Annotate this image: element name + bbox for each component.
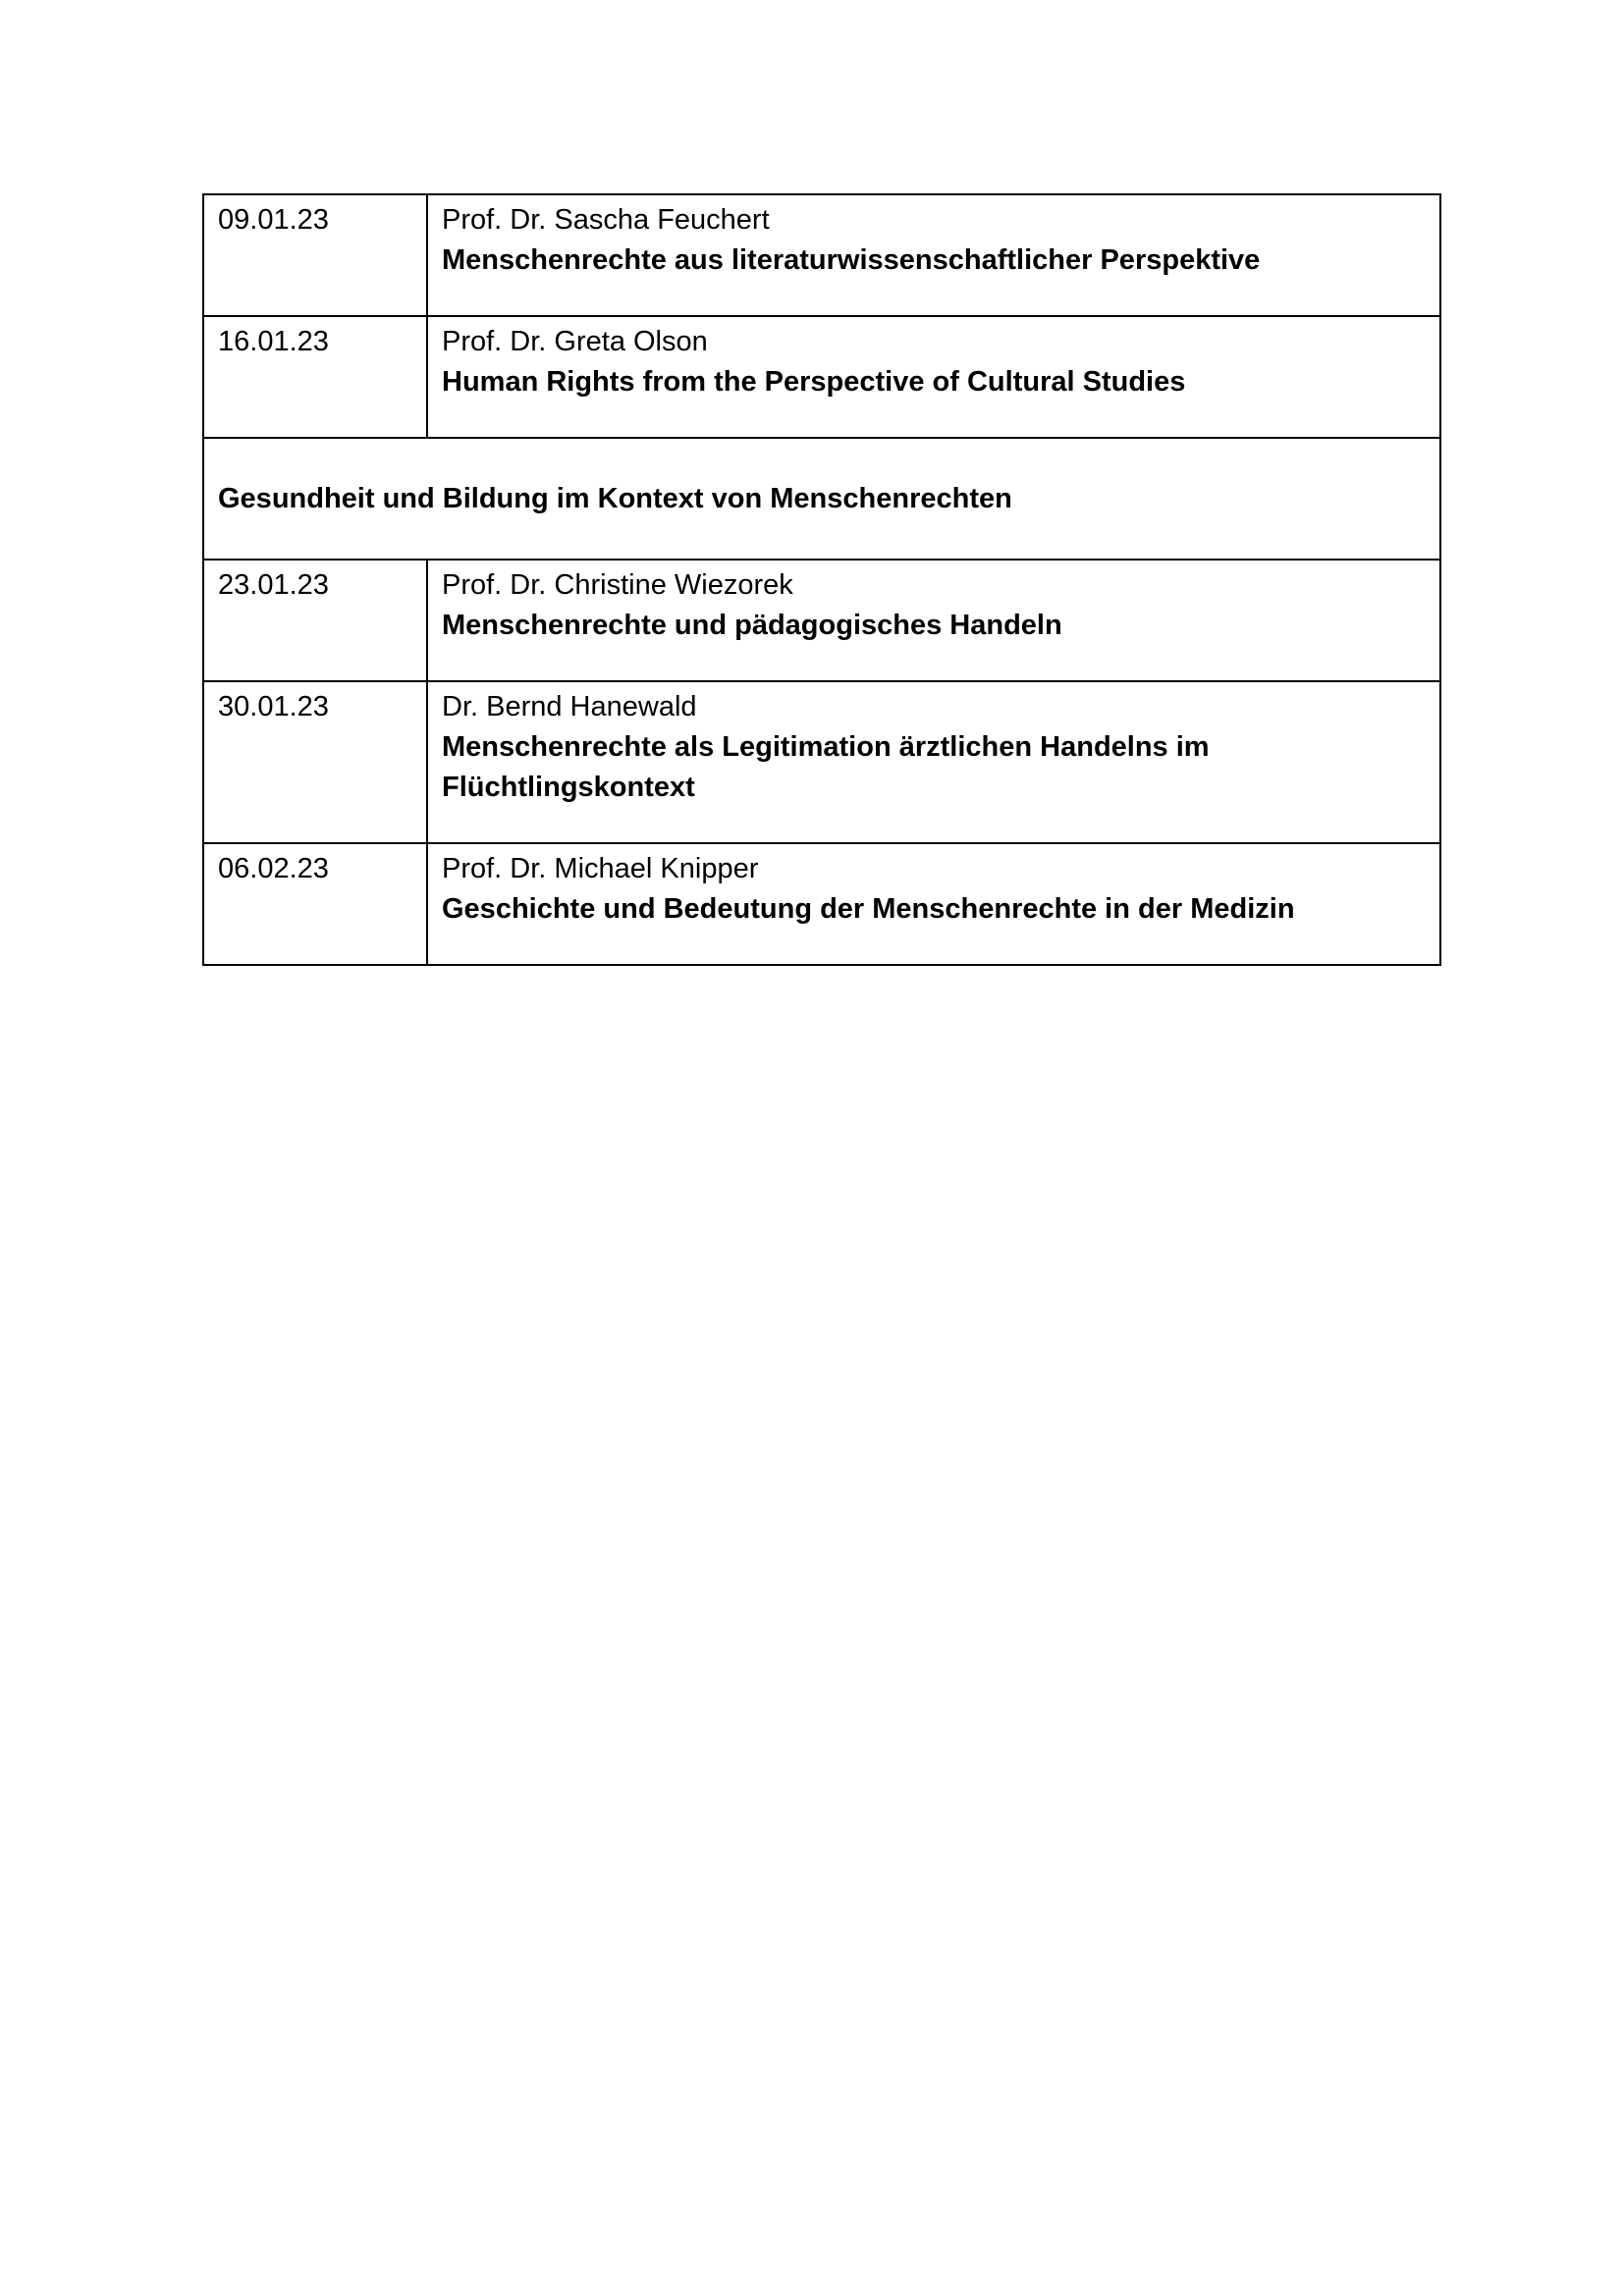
event-date: 09.01.23 bbox=[203, 194, 427, 316]
event-info bbox=[427, 194, 1440, 316]
event-speaker: Prof. Dr. Sascha Feuchert bbox=[442, 204, 770, 236]
event-speaker: Prof. Dr. Greta Olson bbox=[442, 326, 708, 357]
event-info bbox=[427, 316, 1440, 438]
table-row bbox=[203, 316, 1440, 438]
event-title: Menschenrechte und pädagogisches Handeln bbox=[442, 610, 1062, 641]
lecture-schedule-table bbox=[202, 193, 1441, 966]
event-title: Menschenrechte aus literaturwissenschaftlicher Perspektive bbox=[442, 244, 1261, 276]
event-info bbox=[427, 560, 1440, 681]
section-row bbox=[203, 438, 1440, 560]
event-date: 16.01.23 bbox=[203, 316, 427, 438]
event-date: 23.01.23 bbox=[203, 560, 427, 681]
table-row bbox=[203, 681, 1440, 843]
table-row bbox=[203, 560, 1440, 681]
event-title: Human Rights from the Perspective of Cultural Studies bbox=[442, 366, 1186, 398]
event-info bbox=[427, 681, 1440, 843]
event-speaker: Prof. Dr. Christine Wiezorek bbox=[442, 569, 793, 601]
table-row bbox=[203, 843, 1440, 965]
section-heading: Gesundheit und Bildung im Kontext von Menschenrechten bbox=[203, 438, 1440, 560]
event-info bbox=[427, 843, 1440, 965]
table-row bbox=[203, 194, 1440, 316]
event-date: 30.01.23 bbox=[203, 681, 427, 843]
event-date: 06.02.23 bbox=[203, 843, 427, 965]
event-title: Menschenrechte als Legitimation ärztlichen Handelns im Flüchtlingskontext bbox=[442, 731, 1210, 803]
event-speaker: Prof. Dr. Michael Knipper bbox=[442, 853, 759, 884]
event-speaker: Dr. Bernd Hanewald bbox=[442, 691, 697, 722]
event-title: Geschichte und Bedeutung der Menschenrechte in der Medizin bbox=[442, 893, 1295, 925]
